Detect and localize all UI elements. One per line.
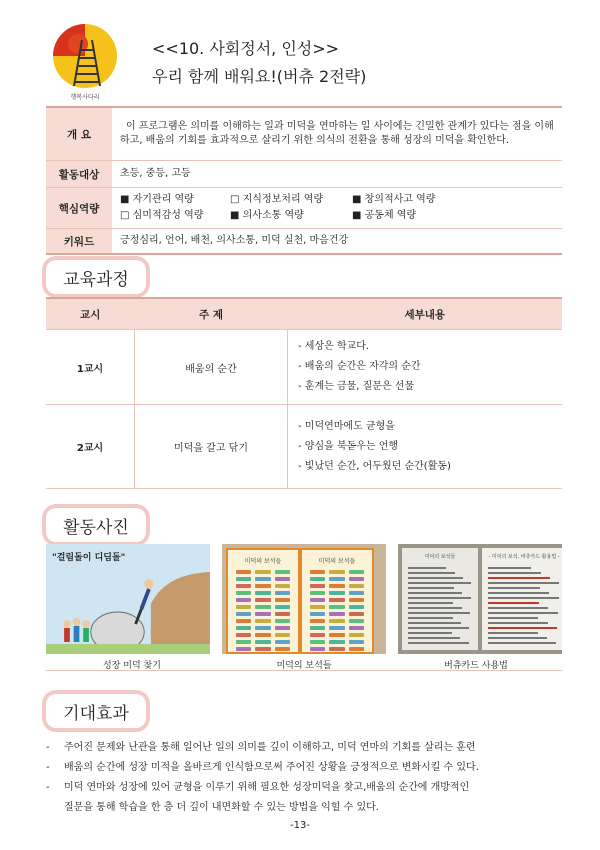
sheet-text-line (488, 602, 539, 604)
virtue-word (349, 591, 364, 595)
virtue-word (255, 591, 270, 595)
virtue-word (255, 640, 270, 644)
virtue-word (310, 619, 325, 623)
sheet-text-line (408, 572, 455, 574)
cartoon-image (46, 544, 210, 654)
col-period: 교시 (46, 298, 135, 330)
sheet-text-line (488, 597, 559, 599)
virtue-word (255, 626, 270, 630)
period-cell: 2교시 (46, 405, 135, 489)
photo-caption: 버츄카드 사용법 (444, 661, 508, 671)
competency-item: ■ 창의적사고 역량 (352, 194, 436, 205)
cartoon-caption: "걸림돌이 디딤돌" (52, 553, 126, 563)
sheet-text-line (408, 607, 462, 609)
table-row (46, 405, 562, 489)
page-title-category: <<10. 사회정서, 인성>> (152, 39, 340, 58)
virtue-word (310, 570, 325, 574)
sheet-text-line (408, 567, 446, 569)
virtue-word (236, 633, 251, 637)
virtue-word (275, 647, 290, 651)
sheet-text-line (488, 617, 538, 619)
virtue-word (349, 612, 364, 616)
sheet-text-line (408, 632, 452, 634)
list-item: - 배움의 순간에 성장 미적을 올바르게 인식함으로써 주어진 상황을 긍정적으로 변화시킬 수 있다. (46, 762, 479, 773)
virtue-word (329, 570, 344, 574)
detail-cell (288, 405, 563, 489)
virtue-word (310, 640, 325, 644)
virtue-word (329, 598, 344, 602)
detail-item: - 배움의 순간은 자각의 순간 (298, 357, 561, 377)
sheet-text-line (408, 627, 469, 629)
virtue-word (236, 598, 251, 602)
virtue-word (310, 633, 325, 637)
virtue-word (349, 598, 364, 602)
virtue-word (329, 605, 344, 609)
activity-photos (46, 544, 562, 654)
sheet-text-line (488, 582, 559, 584)
competency-list (112, 188, 562, 229)
page-number: -13- (290, 820, 310, 831)
virtue-word (236, 570, 251, 574)
virtue-word (236, 577, 251, 581)
virtue-word (310, 626, 325, 630)
competency-item: ■ 의사소통 역량 (230, 210, 304, 221)
virtue-word (255, 633, 270, 637)
virtue-word (349, 647, 364, 651)
usage-sheet-image (398, 544, 562, 654)
list-item: - 주어진 문제와 난관을 통해 일어난 일의 의미를 깊이 이해하고, 미덕 연마의 기회를 살리는 훈련 (46, 742, 476, 753)
sheet-text-line (488, 632, 538, 634)
virtue-word (255, 619, 270, 623)
virtue-word (349, 570, 364, 574)
virtue-word (349, 619, 364, 623)
program-info-table (46, 106, 562, 255)
sheet-text-line (408, 642, 469, 644)
sheet-text-line (488, 607, 548, 609)
competency-item: ■ 자기관리 역량 (120, 194, 194, 205)
virtue-word (329, 640, 344, 644)
virtue-word (329, 577, 344, 581)
virtue-word (275, 584, 290, 588)
virtue-word (275, 577, 290, 581)
virtue-word (329, 584, 344, 588)
period-cell: 1교시 (46, 330, 135, 405)
virtue-word (329, 647, 344, 651)
sheet-text-line (488, 612, 558, 614)
virtue-word (236, 647, 251, 651)
virtue-word (275, 612, 290, 616)
curriculum-table (46, 297, 562, 489)
virtue-word (236, 612, 251, 616)
virtue-word (275, 598, 290, 602)
virtue-word (275, 626, 290, 630)
list-item-continuation: 질문을 통해 학습을 한 층 더 깊이 내면화할 수 있는 방법을 익힐 수 있다. (64, 802, 379, 813)
virtue-word (275, 605, 290, 609)
sheet-text-line (488, 627, 557, 629)
virtue-word (236, 591, 251, 595)
sheet-text-line (408, 592, 462, 594)
virtue-cards-image (222, 544, 386, 654)
topic-cell: 미덕을 갈고 닦기 (135, 405, 288, 489)
virtue-word (236, 640, 251, 644)
virtue-grid (228, 565, 298, 654)
virtue-word (349, 633, 364, 637)
virtue-word (329, 591, 344, 595)
virtue-word (329, 619, 344, 623)
virtue-word (310, 605, 325, 609)
competency-label: 핵심역량 (46, 188, 112, 229)
curriculum-heading: 교육과정 (46, 260, 146, 294)
virtue-word (310, 577, 325, 581)
virtue-word (255, 570, 270, 574)
virtue-word (275, 633, 290, 637)
competency-item: □ 지식정보처리 역량 (230, 194, 324, 205)
card-title: 미덕의 보석들 (318, 558, 356, 565)
page-title: 우리 함께 배워요!(버츄 2전략) (152, 67, 367, 86)
virtue-word (310, 647, 325, 651)
sheet-text-line (488, 567, 531, 569)
sheet-text-line (408, 587, 454, 589)
virtue-word (275, 619, 290, 623)
sheet-text-line (408, 597, 471, 599)
list-item: - 미덕 연마와 성장에 있어 균형을 이루기 위해 필요한 성장미덕을 찾고,배움의 순간에 개방적인 (46, 782, 470, 793)
col-topic: 주 제 (135, 298, 288, 330)
happy-ladder-logo (50, 22, 120, 102)
sheet-text-line (408, 612, 470, 614)
virtue-word (310, 584, 325, 588)
effects-list (46, 738, 562, 818)
virtue-word (349, 626, 364, 630)
virtue-word (275, 591, 290, 595)
caption-divider (46, 670, 562, 671)
detail-item: - 양심을 북돋우는 언행 (298, 437, 561, 457)
photo-caption: 미덕의 보석들 (276, 661, 332, 671)
detail-item: - 미덕연마에도 균형을 (298, 417, 561, 437)
virtue-word (310, 612, 325, 616)
virtue-word (329, 626, 344, 630)
target-label: 활동대상 (46, 161, 112, 188)
competency-item: □ 심미적감성 역량 (120, 210, 204, 221)
virtue-word (255, 647, 270, 651)
virtue-word (349, 640, 364, 644)
sheet-text-line (488, 637, 547, 639)
virtue-word (329, 612, 344, 616)
sheet-text-line (488, 622, 548, 624)
effects-heading: 기대효과 (46, 694, 146, 728)
sheet-title: 미덕의 보석들 (424, 554, 456, 560)
col-detail: 세부내용 (288, 298, 563, 330)
card-title: 미덕의 보석들 (244, 558, 282, 565)
logo-text: 행복사다리 (70, 94, 100, 101)
sheet-title-2: - 미덕의 보석, 버츄카드 활용법 - (488, 554, 560, 560)
virtue-word (236, 584, 251, 588)
detail-item: - 빛났던 순간, 어두웠던 순간(활동) (298, 457, 561, 477)
photos-heading: 활동사진 (46, 508, 146, 542)
virtue-word (255, 612, 270, 616)
sheet-text-line (488, 577, 550, 579)
virtue-word (236, 619, 251, 623)
virtue-word (255, 598, 270, 602)
virtue-word (275, 640, 290, 644)
detail-item: - 훈계는 금물, 질문은 선물 (298, 377, 561, 397)
virtue-word (349, 605, 364, 609)
sheet-text-line (488, 642, 556, 644)
sheet-text-line (488, 572, 541, 574)
topic-cell: 배움의 순간 (135, 330, 288, 405)
detail-item: - 세상은 학교다. (298, 337, 561, 357)
virtue-grid (302, 565, 372, 654)
virtue-word (255, 577, 270, 581)
photo-caption: 성장 미덕 찾기 (103, 661, 161, 671)
sheet-text-line (488, 587, 540, 589)
virtue-word (255, 584, 270, 588)
competency-item: ■ 공동체 역량 (352, 210, 417, 221)
virtue-word (236, 605, 251, 609)
target-text: 초등, 중등, 고등 (112, 161, 562, 188)
overview-text: 이 프로그램은 의미를 이해하는 일과 미덕을 연마하는 일 사이에는 긴밀한 관계가 있다는 점을 이해하고, 배움의 기회를 효과적으로 살리기 위한 의식의 전환을 통해 성장의 미덕을 확인한다. (112, 107, 562, 161)
sheet-text-line (408, 622, 461, 624)
sheet-text-line (408, 617, 453, 619)
virtue-word (236, 626, 251, 630)
overview-label: 개 요 (46, 107, 112, 161)
keyword-text: 긍정심리, 언어, 배천, 의사소통, 미덕 실천, 마음건강 (112, 229, 562, 255)
virtue-word (329, 633, 344, 637)
sheet-text-line (408, 582, 471, 584)
virtue-word (275, 570, 290, 574)
keyword-label: 키워드 (46, 229, 112, 255)
sheet-text-line (408, 602, 453, 604)
sheet-text-line (488, 592, 549, 594)
virtue-word (310, 591, 325, 595)
virtue-word (349, 584, 364, 588)
virtue-word (349, 577, 364, 581)
virtue-word (310, 598, 325, 602)
table-row (46, 330, 562, 405)
virtue-word (255, 605, 270, 609)
detail-cell (288, 330, 563, 405)
sheet-text-line (408, 577, 463, 579)
sheet-text-line (408, 637, 460, 639)
